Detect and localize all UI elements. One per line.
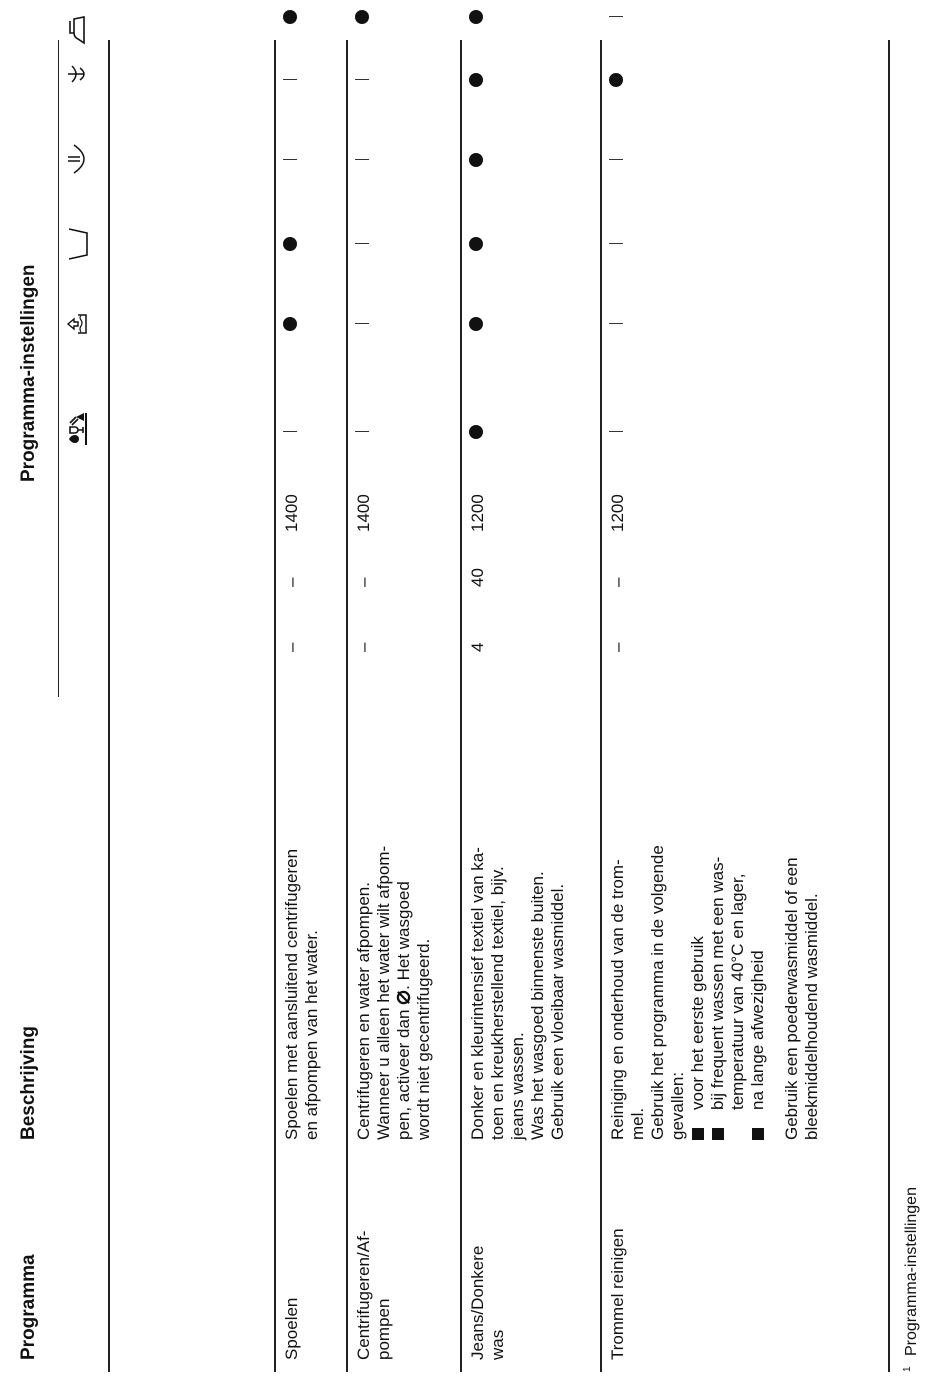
header-sub-rule — [58, 40, 59, 697]
option-dot — [283, 237, 297, 251]
table-row-divider — [460, 40, 462, 1372]
drip-dry-icon — [66, 56, 90, 92]
row-temp: 40 — [468, 568, 487, 587]
option-dash — [283, 79, 297, 80]
option-dash — [609, 323, 623, 324]
bullet-icon — [692, 1128, 704, 1140]
option-dash — [355, 431, 369, 432]
intensive-icon — [66, 226, 90, 262]
list-item: voor het eerste gebruik — [688, 670, 708, 1140]
row-beschrijving: Centrifugeren en water afpompen. Wanneer u alleen het water wilt afpom- pen, activeer dan . Het wasgoed wordt niet gecentrifugeerd. — [354, 845, 433, 1140]
row-spin: 1200 — [468, 494, 487, 532]
option-dash — [355, 243, 369, 244]
option-dot — [469, 153, 483, 167]
list-item: na lange afwezigheid — [748, 670, 768, 1140]
list-item: bij frequent wassen met een was- temperatuur van 40°C en lager, — [708, 670, 748, 1140]
row-spin: 1200 — [608, 494, 627, 532]
row-programma: Centrifugeren/Af- pompen — [354, 1230, 393, 1360]
header-beschrijving: Beschrijving — [18, 1025, 39, 1140]
option-dot — [355, 10, 369, 24]
option-dot — [469, 237, 483, 251]
header-programma-instellingen: Programma-instellingen — [18, 264, 39, 482]
option-dash — [355, 323, 369, 324]
row-beschrijving: Reiniging en onderhoud van de trom- mel. Gebruik het programma in de volgende gevallen: voor het eerste gebruik bij frequent wassen met een was- temperatuur van 40°C en lager, na lange afwezigheid Gebruik een poederwasmiddel of een bleekmiddelhoudend wasmiddel. — [608, 670, 822, 1140]
option-dot — [469, 317, 483, 331]
table-row-divider — [108, 40, 110, 1372]
row-beschrijving: Spoelen met aansluitend centrifugeren en afpompen van het water. — [282, 848, 321, 1140]
header-programma: Programma — [18, 1254, 39, 1360]
option-dot — [469, 425, 483, 439]
row-temp: – — [354, 577, 373, 587]
bullet-icon — [752, 1128, 764, 1140]
easy-iron-icon — [66, 11, 90, 47]
footnote-mark: 1 — [902, 1366, 913, 1372]
row-programma: Jeans/Donkere was — [468, 1245, 507, 1360]
option-dash — [355, 159, 369, 160]
bullet-icon — [712, 1128, 724, 1140]
option-dot — [283, 317, 297, 331]
row-temp-max: 4 — [468, 642, 487, 652]
option-dash — [609, 243, 623, 244]
row-temp: – — [282, 577, 301, 587]
no-spin-icon — [396, 990, 411, 1005]
option-dash — [609, 16, 623, 17]
extra-options-icon — [66, 411, 90, 447]
row-programma: Trommel reinigen — [608, 1228, 627, 1360]
option-dash — [609, 431, 623, 432]
option-dot — [469, 73, 483, 87]
option-dot — [283, 10, 297, 24]
row-temp-max: – — [354, 642, 373, 652]
option-dash — [609, 159, 623, 160]
table-bottom-rule — [888, 40, 890, 1372]
option-dash — [355, 79, 369, 80]
row-programma: Spoelen — [282, 1297, 301, 1360]
option-dash — [283, 431, 297, 432]
row-spin: 1400 — [354, 494, 373, 532]
prewash-icon — [66, 306, 90, 342]
row-beschrijving: Donker en kleurintensief textiel van ka- toen en kreukherstellend textiel, bijv. jeans wassen. Was het wasgoed binnenste buiten. Gebruik een vloeibaar wasmiddel. — [468, 847, 567, 1140]
footnote-text: Programma-instellingen — [903, 1187, 921, 1356]
row-temp-max: – — [282, 642, 301, 652]
rinse-plus-icon — [66, 141, 90, 177]
option-dash — [283, 159, 297, 160]
row-temp: – — [608, 577, 627, 587]
row-spin: 1400 — [282, 494, 301, 532]
row-temp-max: – — [608, 642, 627, 652]
table-row-divider — [274, 40, 276, 1372]
table-row-divider — [600, 40, 602, 1372]
table-row-divider — [346, 40, 348, 1372]
option-dot — [609, 73, 623, 87]
option-dot — [469, 10, 483, 24]
footnote — [898, 1187, 922, 1372]
